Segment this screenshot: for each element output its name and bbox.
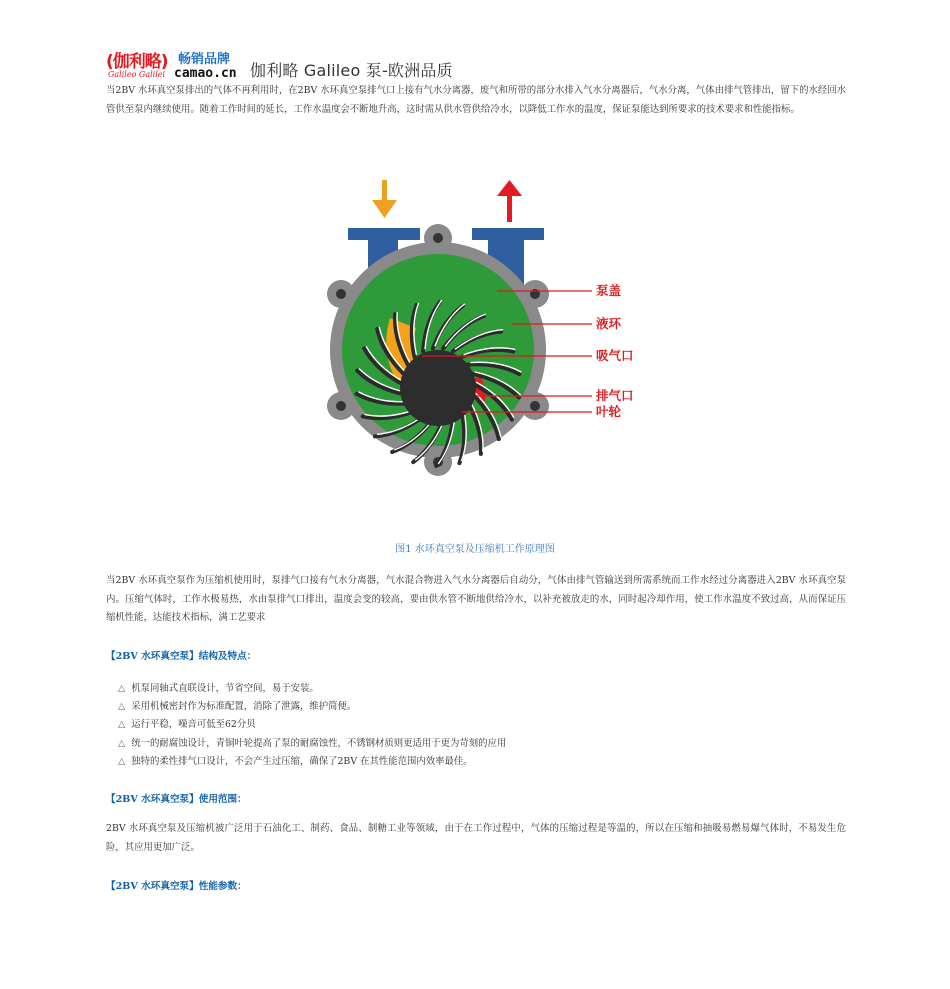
outlet-arrow-shaft: [507, 196, 512, 222]
intro-paragraph: 当2BV 水环真空泵排出的气体不再利用时，在2BV 水环真空泵排气口上接有气水分离器，废气和所带的部分水排入气水分离器后，气水分离，气体由排气管排出，留下的水经回水管供至泵内继续使用。随着工作时间的延长，工作水温度会不断地升高，这时需从供水管供给冷水，以降低工作水的温度，保证泵能达到所要求的技术要求和性能指标。: [106, 85, 846, 115]
feature-text: 机泵同轴式直联设计，节省空间，易于安装。: [131, 683, 319, 694]
outlet-arrow: [497, 180, 522, 222]
impeller-hub: [400, 350, 476, 426]
list-item: [118, 735, 506, 753]
list-item: [118, 716, 506, 734]
usage-heading: 【2BV 水环真空泵】使用范围：: [106, 794, 247, 805]
label-cover: 泵盖: [596, 283, 622, 298]
feature-text: 运行平稳，噪音可低至62分贝: [131, 719, 256, 731]
triangle-bullet-icon: △: [118, 719, 126, 731]
pump-diagram: [312, 178, 642, 508]
outlet-arrow-head: [497, 180, 522, 196]
bolt-hole: [336, 289, 346, 299]
page-title: 伽利略 Galileo 泵-欧洲品质: [250, 61, 453, 80]
feature-list: [118, 680, 506, 771]
logo-domain: camao.cn: [174, 66, 237, 81]
inlet-arrow-head: [372, 200, 397, 218]
usage-paragraph: 2BV 水环真空泵及压缩机被广泛用于石油化工、制药、食品、制糖工业等领域，由于在工作过程中，气体的压缩过程是等温的，所以在压缩和抽吸易燃易爆气体时，不易发生危险，其应用更加广泛。: [106, 823, 846, 853]
label-suction: 吸气口: [596, 348, 634, 363]
triangle-bullet-icon: △: [118, 683, 126, 694]
bolt-hole: [336, 401, 346, 411]
triangle-bullet-icon: △: [118, 755, 126, 767]
label-liquid-ring: 液环: [596, 316, 622, 331]
logo-brand-text: 畅销品牌: [178, 52, 231, 67]
label-impeller: 叶轮: [596, 404, 622, 419]
triangle-bullet-icon: △: [118, 701, 126, 713]
brand-logo[interactable]: [106, 52, 246, 82]
feature-text: 采用机械密封作为标准配置，消除了泄露，维护简便。: [131, 701, 357, 713]
triangle-bullet-icon: △: [118, 737, 126, 749]
list-item: [118, 698, 506, 716]
inlet-arrow: [372, 180, 397, 218]
compressor-paragraph: 当2BV 水环真空泵作为压缩机使用时，泵排气口接有气水分离器，气水混合物进入气水分离器后自动分，气体由排气管输送到所需系统而工作水经过分离器进入2BV 水环真空泵内。压缩气体时，工作水极易热，水由泵排气口排出，温度会变的较高，要由供水管不断地供给冷水，以补充被放走的水，同时起冷却作用，使工作水温度不致过高，从而保证压缩机性能，达能技术指标，满工艺要求: [106, 575, 846, 623]
feature-text: 独特的柔性排气口设计，不会产生过压缩，确保了2BV 在其性能范围内效率最佳。: [131, 755, 473, 767]
bolt-hole: [433, 233, 443, 243]
params-heading: 【2BV 水环真空泵】性能参数：: [106, 881, 247, 892]
features-heading: 【2BV 水环真空泵】结构及特点：: [106, 651, 257, 662]
inlet-arrow-shaft: [382, 180, 387, 202]
logo-subtitle: Galileo Galilei: [108, 70, 166, 79]
list-item: [118, 680, 506, 698]
feature-text: 统一的耐腐蚀设计，青铜叶轮提高了泵的耐腐蚀性，不锈钢材质则更适用于更为苛刻的应用: [131, 737, 507, 749]
list-item: [118, 753, 506, 771]
figure-caption: 图1 水环真空泵及压缩机工作原理图: [395, 544, 555, 555]
logo-mark: (伽利略): [106, 52, 168, 72]
bolt-hole: [530, 401, 540, 411]
label-exhaust: 排气口: [596, 388, 634, 403]
